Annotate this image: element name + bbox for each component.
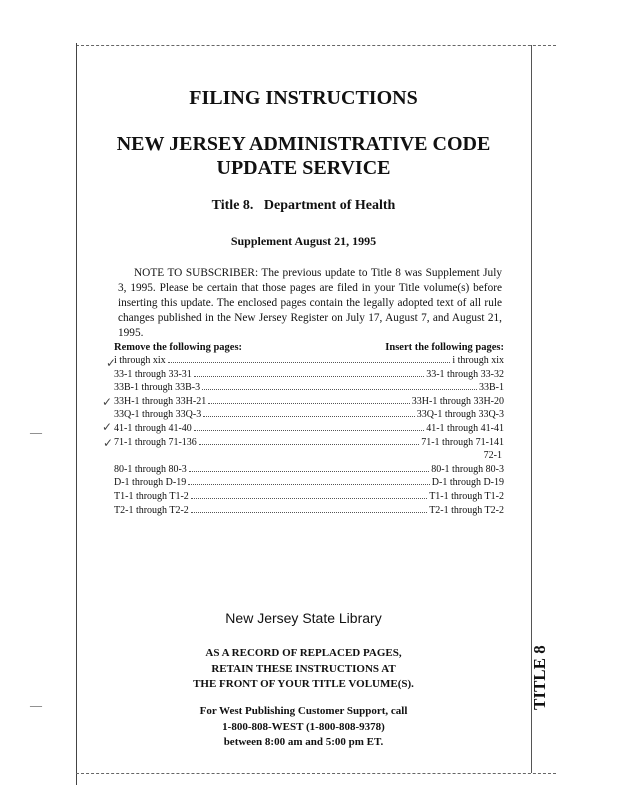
insert-header: Insert the following pages: xyxy=(385,342,504,353)
remove-range: 33-1 through 33-31 xyxy=(114,368,192,380)
list-row xyxy=(114,491,504,505)
insert-range: 33Q-1 through 33Q-3 xyxy=(416,409,504,421)
retain-line: RETAIN THESE INSTRUCTIONS AT xyxy=(211,662,396,675)
insert-range: D-1 through D-19 xyxy=(431,477,504,489)
leader-dots xyxy=(199,444,419,445)
leader-dots xyxy=(188,484,430,485)
list-row xyxy=(114,464,504,478)
insert-range: 33B-1 xyxy=(479,382,504,394)
list-row xyxy=(114,423,504,437)
leader-dots xyxy=(189,471,429,472)
title-tab: TITLE 8 xyxy=(530,645,549,710)
page-title: FILING INSTRUCTIONS xyxy=(189,87,418,109)
code-title xyxy=(76,132,531,180)
insert-range: T2-1 through T2-2 xyxy=(429,504,504,516)
remove-range: T2-1 through T2-2 xyxy=(114,504,189,516)
leader-dots xyxy=(191,512,427,513)
list-row xyxy=(114,437,504,451)
code-title-line1: NEW JERSEY ADMINISTRATIVE CODE xyxy=(116,133,491,155)
remove-range: 33B-1 through 33B-3 xyxy=(114,382,201,394)
remove-range: 80-1 through 80-3 xyxy=(114,463,187,475)
note-to-subscriber: NOTE TO SUBSCRIBER: The previous update to Title 8 was Supplement July 3, 1995. Please be certain that those pages are filed in your Title volume(s) before inserting this update. The enclosed pages contain the legally adopted text of all rule changes published in the New Jersey Register on July 17, August 7, and August 21, 1995. xyxy=(118,267,502,339)
check-mark-icon: ✓ xyxy=(102,395,113,409)
check-mark-icon: ✓ xyxy=(103,436,114,450)
insert-range: 33H-1 through 33H-20 xyxy=(411,395,504,407)
check-mark-icon: ✓ xyxy=(102,420,113,434)
punch-hole-mark-icon: — xyxy=(30,698,42,712)
remove-range: 33Q-1 through 33Q-3 xyxy=(114,409,202,421)
retain-instructions xyxy=(76,646,531,693)
list-row xyxy=(114,477,504,491)
remove-range: D-1 through D-19 xyxy=(114,477,187,489)
list-row xyxy=(114,382,504,396)
library-stamp: New Jersey State Library xyxy=(225,610,382,626)
support-hours: between 8:00 am and 5:00 pm ET. xyxy=(223,736,384,748)
support-info xyxy=(76,704,531,751)
leader-dots xyxy=(191,498,427,499)
supplement-date: Supplement August 21, 1995 xyxy=(230,234,377,248)
insert-range: i through xix xyxy=(452,355,504,366)
bottom-border xyxy=(76,773,556,774)
insert-range: 41-1 through 41-41 xyxy=(426,422,504,434)
insert-range: T1-1 through T1-2 xyxy=(429,490,504,502)
remove-range: i through xix xyxy=(114,355,166,366)
support-phone: 1-800-808-WEST (1-800-808-9378) xyxy=(222,720,385,733)
remove-range: 33H-1 through 33H-21 xyxy=(114,395,207,407)
insert-range: 71-1 through 71-141 xyxy=(421,436,504,448)
code-title-line2: UPDATE SERVICE xyxy=(216,157,391,179)
list-row xyxy=(114,369,504,383)
insert-range: 33-1 through 33-32 xyxy=(426,368,504,380)
retain-line: AS A RECORD OF REPLACED PAGES, xyxy=(205,647,402,659)
insert-range: 80-1 through 80-3 xyxy=(431,463,504,475)
list-row xyxy=(114,396,504,410)
check-mark-icon: ✓ xyxy=(106,356,117,370)
page-list xyxy=(114,342,504,518)
leader-dots xyxy=(208,403,410,404)
list-row xyxy=(114,355,504,369)
remove-range: 71-1 through 71-136 xyxy=(114,436,197,448)
support-line: For West Publishing Customer Support, call xyxy=(199,705,408,717)
leader-dots xyxy=(194,376,424,377)
list-row xyxy=(114,505,504,519)
punch-hole-mark-icon: — xyxy=(30,425,42,439)
leader-dots xyxy=(194,430,424,431)
leader-dots xyxy=(203,416,415,417)
leader-dots xyxy=(168,362,451,363)
title-info: Title 8. Department of Health xyxy=(211,198,396,213)
retain-line: THE FRONT OF YOUR TITLE VOLUME(S). xyxy=(193,678,414,690)
leader-dots xyxy=(202,389,477,390)
remove-range: T1-1 through T1-2 xyxy=(114,490,189,502)
remove-header: Remove the following pages: xyxy=(114,342,243,353)
extra-page: 72-1 xyxy=(483,450,502,462)
list-row xyxy=(114,409,504,423)
remove-range: 41-1 through 41-40 xyxy=(114,422,192,434)
list-header xyxy=(114,342,504,353)
